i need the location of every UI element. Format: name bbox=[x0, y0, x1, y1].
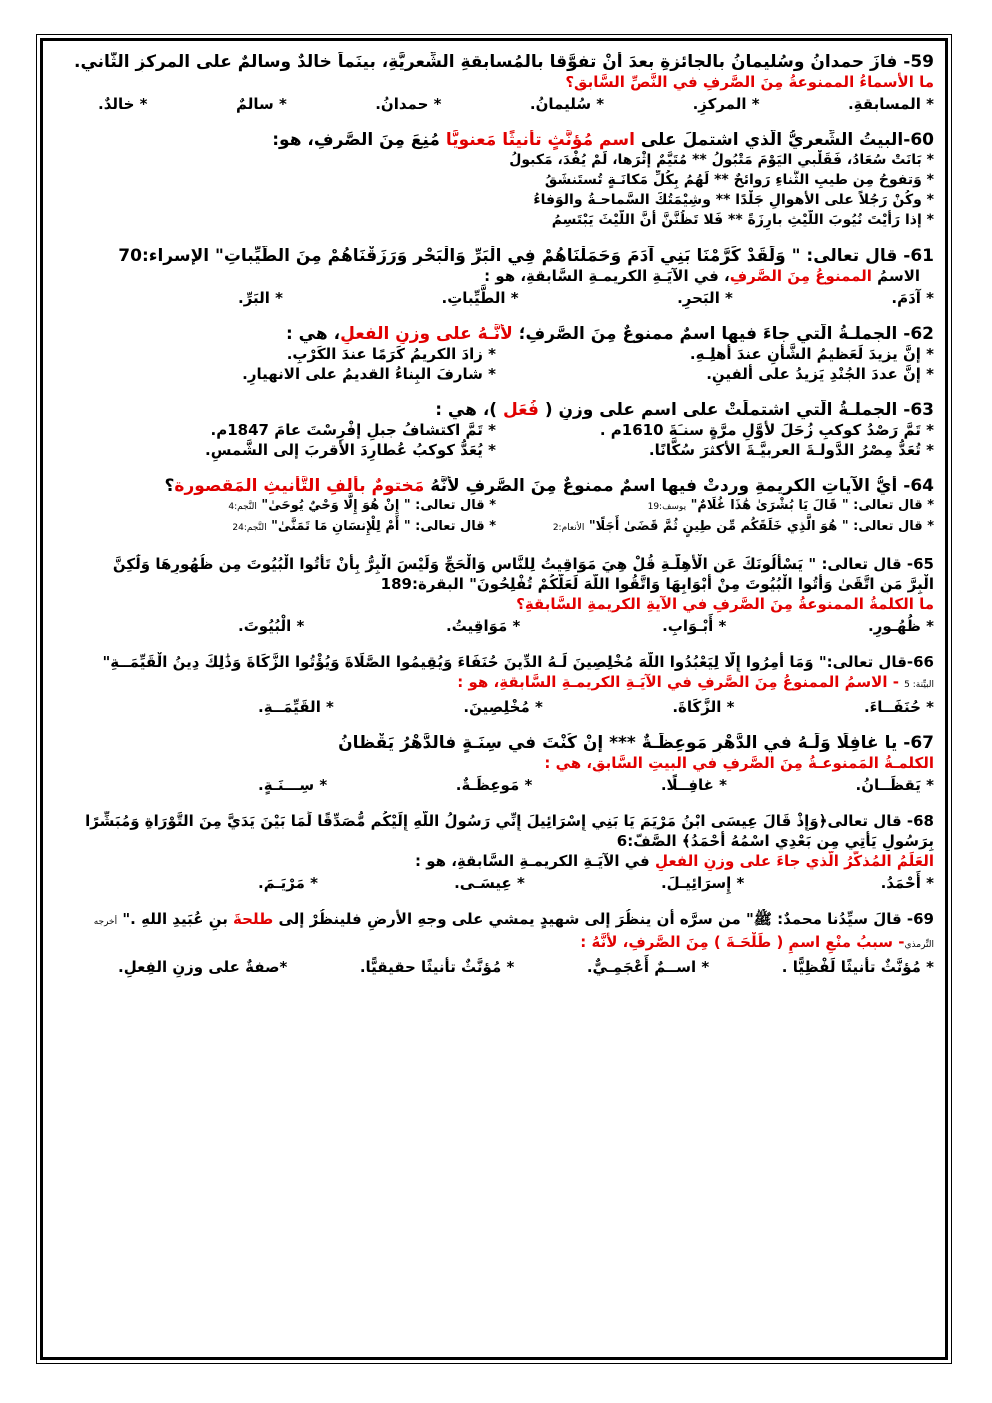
option[interactable]: * مُؤنَّثٌ تأنيثًا لَفْظِيًّا . bbox=[781, 958, 934, 976]
question-67-verse: 67- يا غافِلًا وَلَـهُ في الدَّهْرِ مَوعِظَـةٌ *** إنْ كُنْتَ في سِنَـةٍ فالدَّهْرُ يَقْظانُ bbox=[338, 733, 934, 753]
question-68-verse-line: 68- قال تعالى﴿وَإِذْ قَالَ عِيسَى ابْنُ مَرْيَمَ يَا بَنِي إِسْرَائِيلَ إِنِّي رَسُولُ اللَّهِ إِلَيْكُم مُّصَدِّقًا لِّمَا بَيْنَ يَدَيَّ مِنَ التَّوْرَاةِ وَمُبَشِّرًا bbox=[85, 812, 934, 830]
option[interactable]: * حُنَفَــاءَ. bbox=[863, 698, 934, 716]
question-68-options bbox=[58, 873, 934, 893]
option[interactable]: * مَرْيَـمَ. bbox=[258, 874, 318, 892]
option[interactable] bbox=[58, 496, 496, 517]
option[interactable]: * البَرِّ. bbox=[238, 289, 284, 307]
stem-highlight: لأنَّـهُ على وزنِ الفعلِ bbox=[340, 324, 513, 344]
option[interactable]: * تَمَّ رَصْدُ كوكبِ زُحَلَ لأوَّلِ مرَّةٍ سنـَةَ 1610م . bbox=[599, 421, 934, 439]
question-59-prompt: ما الأسماءُ الممنوعةُ مِنَ الصَّرفِ في النَّصِّ السَّابقِ؟ bbox=[565, 73, 934, 91]
prompt-text: في الآيَـةِ الكريمـةِ السَّابقةِ، هو : bbox=[415, 852, 655, 870]
option-text: * قال تعالى: " قَالَ يَا بُشْرَىٰ هَٰذَا غُلَامٌ" bbox=[690, 498, 934, 513]
question-69 bbox=[58, 909, 934, 977]
option-text: * قال تعالى: " هُوَ الَّذِي خَلَقَكُم مِّن طِينٍ ثُمَّ قَضَىٰ أَجَلًا" bbox=[588, 519, 934, 534]
question-59 bbox=[58, 52, 934, 114]
option[interactable]: * المسابقةِ. bbox=[847, 95, 934, 113]
question-61-prompt bbox=[58, 266, 934, 286]
verse-reference: النَّجم:24 bbox=[232, 523, 267, 533]
option[interactable] bbox=[496, 517, 934, 538]
option[interactable]: * مَوَاقِيتُ. bbox=[445, 617, 521, 635]
question-64-stem bbox=[58, 476, 934, 496]
verse-reference: الأنعام:2 bbox=[552, 523, 585, 533]
option[interactable]: * اســمٌ أَعْجَمِـيٌّ. bbox=[586, 958, 710, 976]
question-60-stem bbox=[58, 130, 934, 150]
option[interactable]: * أَبْـوَابِ. bbox=[662, 617, 727, 635]
question-69-prompt bbox=[58, 932, 934, 955]
option[interactable]: *صفةٌ على وزنِ الفِعلِ. bbox=[118, 958, 288, 976]
option[interactable] bbox=[58, 517, 496, 538]
question-64 bbox=[58, 476, 934, 538]
question-61-verse: 61- قال تعالى: " وَلَقَدْ كَرَّمْنَا بَنِي آدَمَ وَحَمَلْنَاهُمْ فِي الْبَرِّ وَالْبَحْرِ وَرَزَقْنَاهُمْ مِنَ الطَّيِّباتِ" الإسراء:70 bbox=[118, 246, 934, 266]
question-59-options bbox=[58, 94, 934, 114]
option[interactable]: * أَحْمَدُ. bbox=[880, 874, 934, 892]
question-59-stem: 59- فازَ حمدانُ وسُليمانُ بالجائزةِ بعدَ أنْ تفوَّقا بالمُسابقةِ الشِّعريَّةِ، بينَماَ خالدٌ وسالمٌ على المركزِ الثَّاني. bbox=[74, 52, 934, 72]
option[interactable]: * بَانَتْ سُعَادُ، فَقَلْبي اليَوْمَ مَتْبُولُ ** مُتَيَّمٌ إثْرَها، لَمْ يُفْدَ، مَكبولُ bbox=[509, 152, 934, 168]
question-65-verse-line: الْبِرَّ مَنِ اتَّقَىٰ وَأْتُوا الْبُيُوتَ مِنْ أَبْوَابِهَا وَاتَّقُوا اللَّهَ لَعَلَّكُمْ تُفْلِحُونَ" البقرة:189 bbox=[380, 575, 934, 593]
option[interactable]: * الْبُيُوتَ. bbox=[238, 617, 305, 635]
stem-text: )، هي : bbox=[435, 400, 503, 420]
question-69-options bbox=[58, 957, 934, 977]
question-61 bbox=[58, 246, 934, 308]
worksheet-content bbox=[58, 52, 934, 993]
option[interactable]: * تَمَّ اكتشافُ جبلِ إفْرِسْتَ عامَ 1847م. bbox=[210, 421, 496, 439]
question-66 bbox=[58, 652, 934, 717]
option[interactable]: * إذا رَأيْتَ نُيُوبَ اللَّيْثِ بارِزَةً ** فَلا تَظُنَّنَّ أنَّ اللَّيْثَ يَبْتَسِمُ bbox=[551, 212, 934, 228]
option[interactable]: * البَحرِ. bbox=[677, 289, 733, 307]
option[interactable]: * شارفَ البِناءُ القديمُ على الانهيارِ. bbox=[242, 365, 496, 383]
question-67-options bbox=[58, 775, 934, 795]
prompt-highlight: - الاسمُ الممنوعُ مِنَ الصَّرفِ في الآيَـةِ الكريمـةِ السَّابقةِ، هو : bbox=[457, 673, 905, 691]
question-64-options bbox=[58, 496, 934, 538]
stem-highlight: فُعَل bbox=[503, 400, 539, 420]
option[interactable]: * عِيسَـى. bbox=[454, 874, 525, 892]
question-67 bbox=[58, 733, 934, 795]
hadith-reference: أخرجه bbox=[93, 917, 118, 927]
option[interactable]: * حمدانُ. bbox=[375, 95, 442, 113]
question-62 bbox=[58, 324, 934, 384]
question-68-prompt bbox=[58, 851, 934, 871]
question-65-verse-line: 65- قال تعالى: " يَسْأَلُونَكَ عَنِ الْأَهِلَّـةِ قُلْ هِيَ مَوَاقِيتُ لِلنَّاسِ وَالْحَجِّ وَلَيْسَ الْبِرُّ بِأَنْ تَأْتُوا الْبُيُوتَ مِن ظُهُورِهَا وَلَٰكِنَّ bbox=[112, 555, 934, 573]
stem-text: ، هي : bbox=[285, 324, 341, 344]
stem-highlight: مَختومٌ بألفِ التَّأنيثِ المَقصورة bbox=[174, 476, 425, 496]
option[interactable]: * المركزِ. bbox=[692, 95, 760, 113]
option[interactable]: * إِسرَائِيـلَ. bbox=[660, 874, 745, 892]
question-69-stem bbox=[58, 909, 934, 932]
stem-text: ؟ bbox=[164, 476, 175, 496]
option[interactable]: * القَيِّمَــةِ. bbox=[258, 698, 334, 716]
option[interactable]: * يُعَدُّ كوكبُ عُطارِدَ الأقربَ إلى الشَّمسِ. bbox=[205, 441, 496, 459]
question-61-options bbox=[58, 288, 934, 308]
option[interactable]: * تُعَدُّ مِصْرُ الدَّولـةَ العربيَّـةَ الأكثرَ سُكَّانًا. bbox=[648, 441, 934, 459]
hadith-reference: التِّرمذي bbox=[904, 940, 934, 950]
stem-text: بنِ عُبَيدِ اللهِ ." bbox=[122, 910, 234, 928]
option[interactable]: * الزَّكَاةَ. bbox=[672, 698, 735, 716]
option[interactable]: * آدَمَ. bbox=[891, 289, 934, 307]
option[interactable]: * سِـــنَـةٍ. bbox=[258, 776, 328, 794]
stem-text: 63- الجملـةُ الَّتي اشتملَتْ على اسمٍ على وزنِ ( bbox=[538, 400, 934, 420]
verse-reference: النَّجم:4 bbox=[228, 502, 257, 512]
prompt-highlight: - سببُ منْعِ اسمِ ( طَلْحَـةَ ) مِنَ الصَّرفِ، لأنَّهُ : bbox=[580, 933, 905, 951]
option-text: * قال تعالى: " أَمْ لِلْإِنسَانِ مَا تَمَنَّىٰ" bbox=[271, 519, 496, 534]
option[interactable]: * سُليمانُ. bbox=[529, 95, 605, 113]
option[interactable]: * ظُهُـورِ. bbox=[868, 617, 934, 635]
option[interactable]: * الطَّيِّباتِ. bbox=[441, 289, 519, 307]
question-66-options bbox=[58, 697, 934, 717]
stem-text: 62- الجملـةُ الَّتي جاءَ فيها اسمٌ ممنوعٌ مِنَ الصَّرفِ؛ bbox=[512, 324, 934, 344]
question-65 bbox=[58, 554, 934, 636]
prompt-highlight: العَلَمُ المُذكَّرُ الَّذي جاءَ على وزنِ الفعلِ bbox=[654, 852, 934, 870]
prompt-text: الاسمُ bbox=[871, 267, 920, 285]
question-62-stem bbox=[58, 324, 934, 344]
question-60 bbox=[58, 130, 934, 230]
option[interactable]: * مَوعِظَـةٌ. bbox=[455, 776, 533, 794]
option[interactable]: * زادَ الكريمُ كَرَمًا عندَ الكَرْبِ. bbox=[286, 345, 496, 363]
question-65-options bbox=[58, 616, 934, 636]
verse-reference: يوسف:19 bbox=[647, 502, 687, 512]
verse-reference: البيِّنة: 5 bbox=[904, 680, 934, 690]
prompt-highlight: الممنوعُ مِنَ الصَّرفِ bbox=[729, 267, 872, 285]
question-65-prompt: ما الكلمةُ الممنوعةُ مِنَ الصَّرفِ في الآيةِ الكريمةِ السَّابقةِ؟ bbox=[516, 595, 934, 613]
question-63 bbox=[58, 400, 934, 460]
option[interactable]: * غافِــلًا. bbox=[660, 776, 727, 794]
stem-text: مُنِعَ مِنَ الصَّرفِ، هو: bbox=[272, 130, 446, 150]
option[interactable]: * وكُنْ رَجُلاً على الأهوالِ جَلْدًا ** وشِيْمَتُكَ السَّماحـةُ والوَفاءُ bbox=[533, 192, 934, 208]
option[interactable]: * مُخْلِصِينَ. bbox=[463, 698, 543, 716]
question-67-prompt: الكلمـةُ المَمنوعـةُ مِنَ الصَّرفِ في البيتِ السَّابقِ، هي : bbox=[544, 754, 934, 772]
question-62-options bbox=[58, 344, 934, 384]
question-66-prompt bbox=[58, 672, 934, 695]
option[interactable]: * خالدٌ. bbox=[98, 95, 148, 113]
stem-text: 64- أيُّ الآياتِ الكريمةِ وردتْ فيها اسمٌ ممنوعٌ مِنَ الصَّرفِ لأنَّهُ bbox=[424, 476, 934, 496]
option[interactable]: * مُؤنَّثٌ تأنيثًا حقيقيًّا. bbox=[359, 958, 515, 976]
stem-highlight: طلحةَ bbox=[233, 910, 274, 928]
question-63-stem bbox=[58, 400, 934, 420]
option[interactable]: * إنَّ يزيدَ لَعَظيمُ الشَّأنِ عندَ أهلِـهِ. bbox=[689, 345, 934, 363]
question-68 bbox=[58, 811, 934, 893]
option[interactable]: * يَقظَــانُ. bbox=[855, 776, 934, 794]
question-63-options bbox=[58, 420, 934, 460]
prompt-text: ، في الآيَـةِ الكريمـةِ السَّابقةِ، هو : bbox=[484, 267, 730, 285]
option[interactable]: * وَتفوحُ مِن طيبِ الثَّناءِ رَوائحٌ ** لَهُمُ بِكُلِّ مَكانَـةٍ تُستَنشَقُ bbox=[544, 172, 934, 188]
option[interactable] bbox=[496, 496, 934, 517]
question-66-verse: 66-قال تعالى:" وَمَا أُمِرُوا إِلَّا لِيَعْبُدُوا اللَّهَ مُخْلِصِينَ لَـهُ الدِّينَ حُنَفَاءَ وَيُقِيمُوا الصَّلَاةَ وَيُؤْتُوا الزَّكَاةَ وَذَٰلِكَ دِينُ الْقَيِّمَــةِ" bbox=[102, 653, 934, 671]
option-text: * قال تعالى: " إِنْ هُوَ إِلَّا وَحْيٌ يُوحَىٰ" bbox=[261, 498, 496, 513]
question-68-verse-line: بِرَسُولٍ يَأْتِي مِن بَعْدِي اسْمُهُ أَحْمَدُ﴾ الصَّفّ:6 bbox=[616, 832, 934, 850]
option[interactable]: * سالمٌ bbox=[235, 95, 287, 113]
stem-text: 69- قالَ سيِّدُنا محمدٌ: ﷺ" من سرَّه أن ينظُرَ إلى شهيدٍ يمشي على وجهِ الأرضِ فلينظُرْ إلى bbox=[273, 910, 934, 928]
stem-highlight: اسمٍ مُؤنَّثٍ تأنيثًا مَعنويًّا bbox=[445, 130, 635, 150]
option[interactable]: * إنَّ عددَ الجُنْدِ يَزيدُ على ألفينِ. bbox=[706, 365, 934, 383]
stem-text: 60-البيتُ الشِّعريُّ الَّذي اشتملَ على bbox=[634, 130, 934, 150]
